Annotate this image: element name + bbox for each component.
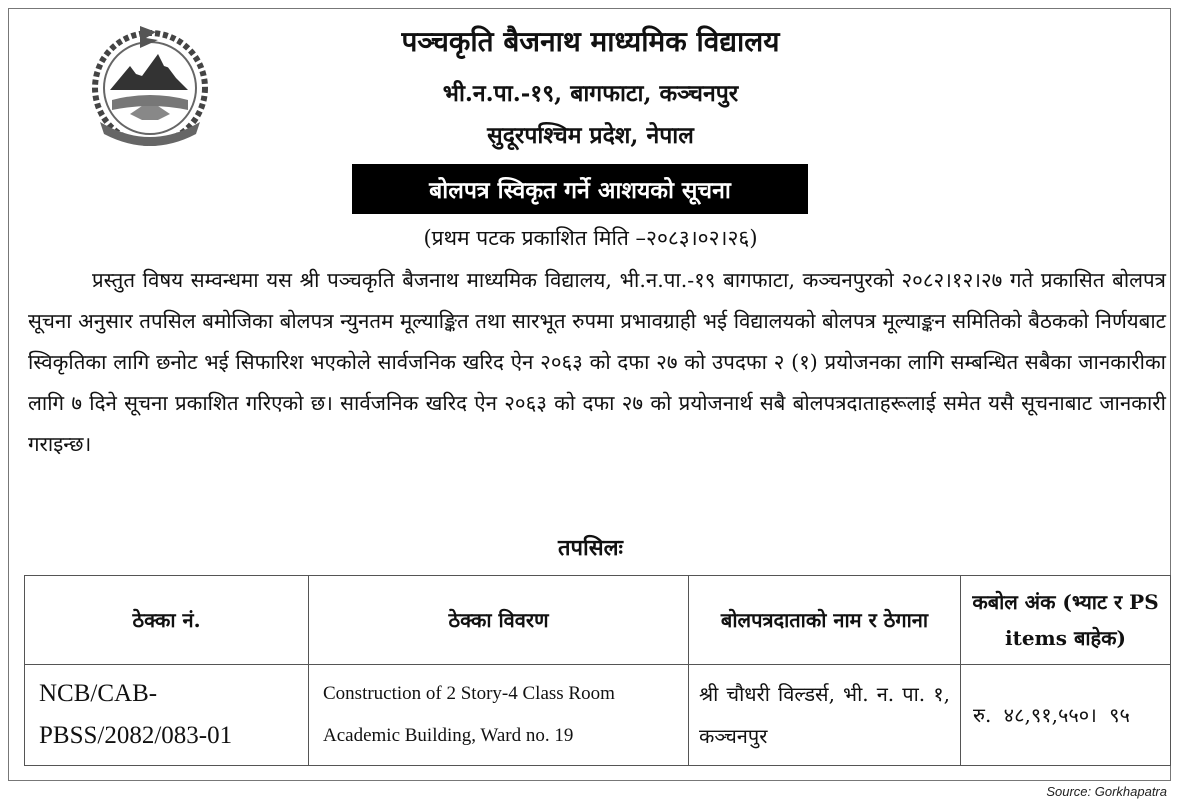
school-name: पञ्चकृति बैजनाथ माध्यमिक विद्यालय bbox=[401, 25, 780, 58]
source-credit: Source: Gorkhapatra bbox=[1046, 784, 1167, 799]
description-cell: Construction of 2 Story-4 Class Room Academic Building, Ward no. 19 bbox=[309, 665, 689, 766]
notice-body: प्रस्तुत विषय सम्वन्धमा यस श्री पञ्चकृति बैजनाथ माध्यमिक विद्यालय, भी.न.पा.-१९ बागफाटा, कञ्चनपुरको २०८२।१२।२७ गते प्रकासित बोलपत्र सूचना अनुसार तपसिल बमोजिका बोलपत्र न्युनतम मूल्याङ्कित तथा सारभूत रुपमा प्रभावग्राही भई विद्यालयको बोलपत्र मूल्याङ्कन समितिको बैठकको निर्णयबाट स्विकृतिका लागि छनोट भई सिफारिश भएकोले सार्वजनिक खरिद ऐन २०६३ को दफा २७ को उपदफा २ (१) प्रयोजनका लागि सम्बन्धित सबैका जानकारीका लागि ७ दिने सूचना प्रकाशित गरिएको छ। सार्वजनिक खरिद ऐन २०६३ को दफा २७ को प्रयोजनार्थ सबै बोलपत्रदाताहरूलाई समेत यसै सूचनाबाट जानकारी गराइन्छ। bbox=[28, 268, 1166, 456]
publication-date: (प्रथम पटक प्रकाशित मिति –२०८३।०२।२६) bbox=[423, 226, 758, 250]
header-bidder: बोलपत्रदाताको नाम र ठेगाना bbox=[689, 576, 961, 665]
header-amount: कबोल अंक (भ्याट र PS items बाहेक) bbox=[961, 576, 1171, 665]
contract-table bbox=[24, 575, 1171, 766]
details-heading: तपसिलः bbox=[558, 535, 623, 561]
table-row bbox=[25, 665, 1171, 766]
amount-cell: रु. ४८,९१,५५०। ९५ bbox=[961, 665, 1171, 766]
contract-no-cell: NCB/CAB-PBSS/2082/083-01 bbox=[25, 665, 309, 766]
notice-title: बोलपत्र स्विकृत गर्ने आशयको सूचना bbox=[352, 164, 808, 214]
school-province: सुदूरपश्चिम प्रदेश, नेपाल bbox=[487, 122, 694, 149]
table-header-row bbox=[25, 576, 1171, 665]
header-contract-no: ठेक्का नं. bbox=[25, 576, 309, 665]
bidder-cell: श्री चौधरी विल्डर्स, भी. न. पा. १, कञ्चनपुर bbox=[689, 665, 961, 766]
school-address: भी.न.पा.-१९, बागफाटा, कञ्चनपुर bbox=[442, 80, 739, 107]
header-description: ठेक्का विवरण bbox=[309, 576, 689, 665]
